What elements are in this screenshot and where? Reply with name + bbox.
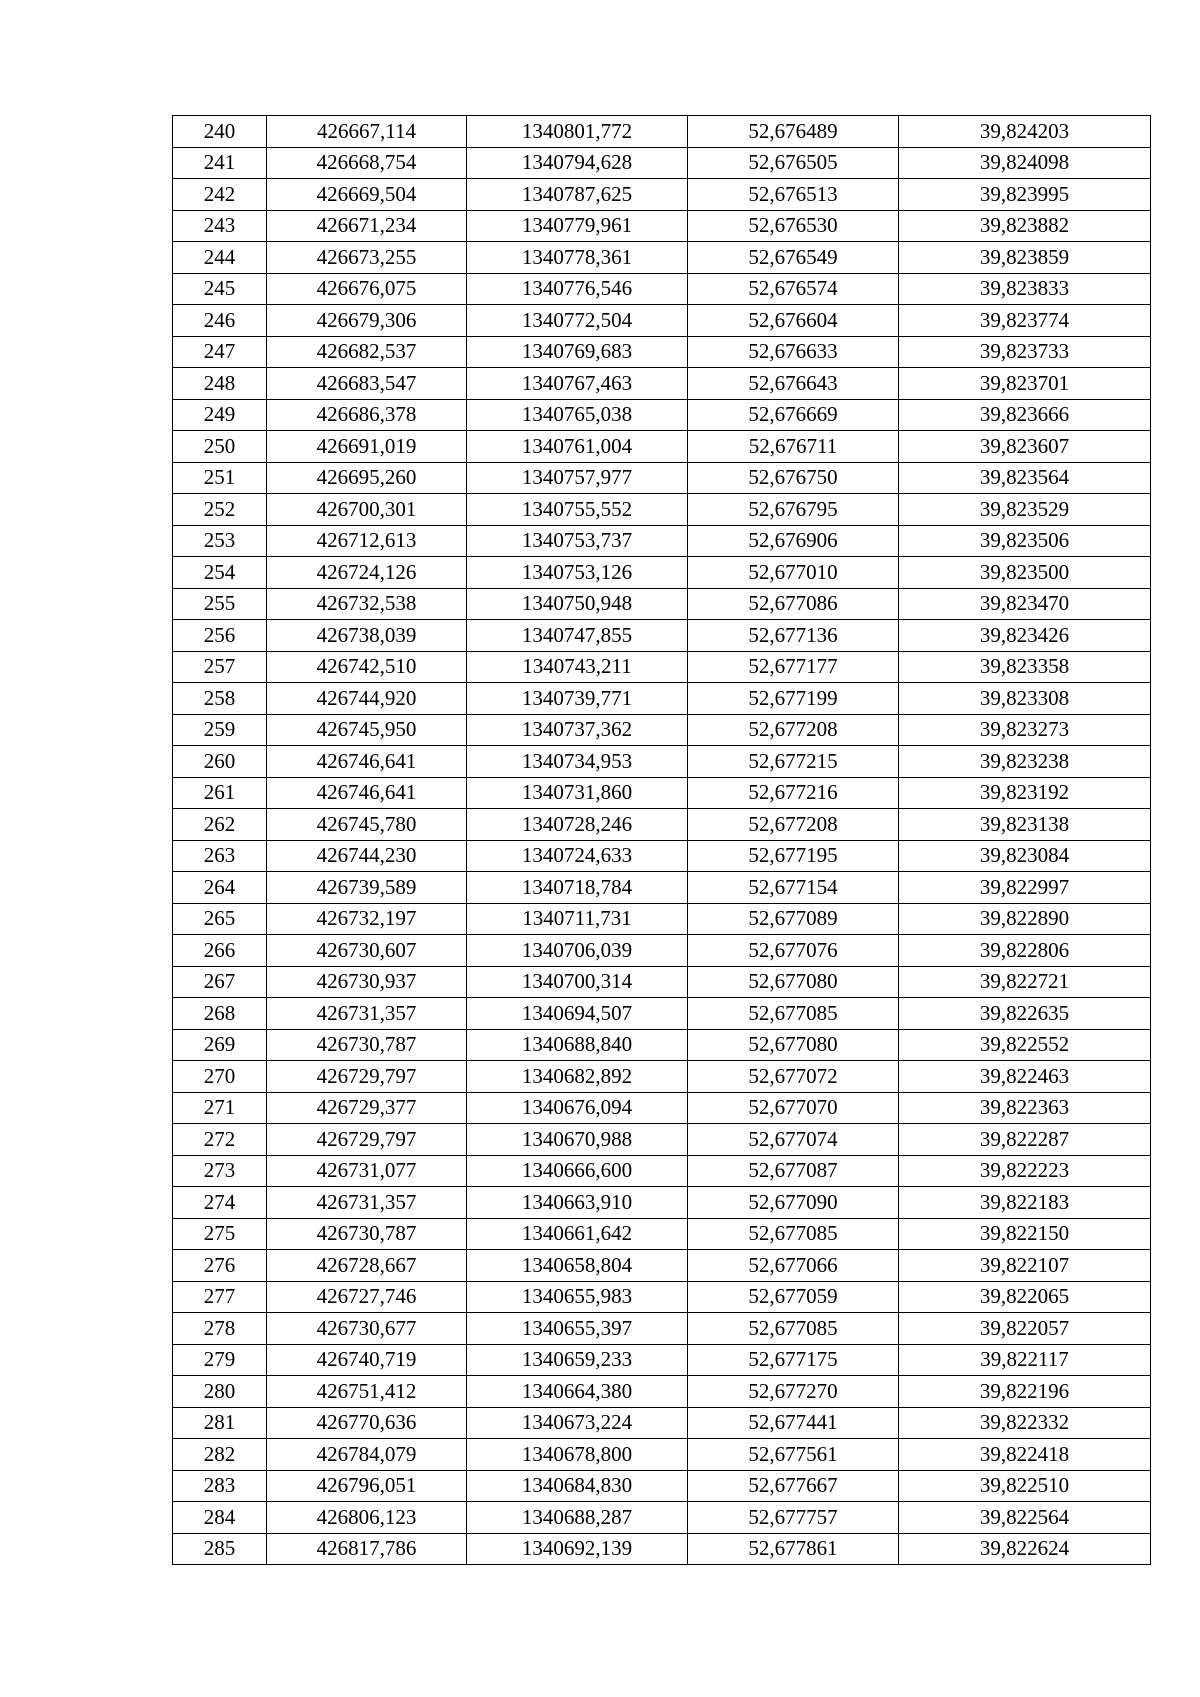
table-row xyxy=(173,368,1151,400)
longitude-cell: 39,822107 xyxy=(899,1250,1151,1282)
y-coordinate-cell: 1340659,233 xyxy=(467,1344,688,1376)
y-coordinate-cell: 1340682,892 xyxy=(467,1061,688,1093)
table-row xyxy=(173,1344,1151,1376)
longitude-cell: 39,823733 xyxy=(899,336,1151,368)
x-coordinate-cell: 426712,613 xyxy=(267,525,467,557)
point-number-cell: 270 xyxy=(173,1061,267,1093)
x-coordinate-cell: 426673,255 xyxy=(267,242,467,274)
latitude-cell: 52,676711 xyxy=(688,431,899,463)
point-number-cell: 246 xyxy=(173,305,267,337)
longitude-cell: 39,823995 xyxy=(899,179,1151,211)
longitude-cell: 39,822635 xyxy=(899,998,1151,1030)
x-coordinate-cell: 426770,636 xyxy=(267,1407,467,1439)
table-row xyxy=(173,494,1151,526)
point-number-cell: 257 xyxy=(173,651,267,683)
y-coordinate-cell: 1340670,988 xyxy=(467,1124,688,1156)
x-coordinate-cell: 426668,754 xyxy=(267,147,467,179)
x-coordinate-cell: 426751,412 xyxy=(267,1376,467,1408)
y-coordinate-cell: 1340711,731 xyxy=(467,903,688,935)
point-number-cell: 244 xyxy=(173,242,267,274)
x-coordinate-cell: 426676,075 xyxy=(267,273,467,305)
y-coordinate-cell: 1340739,771 xyxy=(467,683,688,715)
x-coordinate-cell: 426784,079 xyxy=(267,1439,467,1471)
table-row xyxy=(173,431,1151,463)
table-row xyxy=(173,462,1151,494)
longitude-cell: 39,823666 xyxy=(899,399,1151,431)
latitude-cell: 52,676489 xyxy=(688,116,899,148)
y-coordinate-cell: 1340737,362 xyxy=(467,714,688,746)
longitude-cell: 39,823564 xyxy=(899,462,1151,494)
point-number-cell: 279 xyxy=(173,1344,267,1376)
point-number-cell: 267 xyxy=(173,966,267,998)
x-coordinate-cell: 426729,797 xyxy=(267,1061,467,1093)
y-coordinate-cell: 1340731,860 xyxy=(467,777,688,809)
longitude-cell: 39,822117 xyxy=(899,1344,1151,1376)
y-coordinate-cell: 1340753,737 xyxy=(467,525,688,557)
table-row xyxy=(173,116,1151,148)
point-number-cell: 243 xyxy=(173,210,267,242)
x-coordinate-cell: 426730,937 xyxy=(267,966,467,998)
x-coordinate-cell: 426724,126 xyxy=(267,557,467,589)
y-coordinate-cell: 1340778,361 xyxy=(467,242,688,274)
x-coordinate-cell: 426671,234 xyxy=(267,210,467,242)
longitude-cell: 39,823192 xyxy=(899,777,1151,809)
point-number-cell: 250 xyxy=(173,431,267,463)
x-coordinate-cell: 426683,547 xyxy=(267,368,467,400)
latitude-cell: 52,677208 xyxy=(688,809,899,841)
y-coordinate-cell: 1340750,948 xyxy=(467,588,688,620)
longitude-cell: 39,823506 xyxy=(899,525,1151,557)
table-row xyxy=(173,1313,1151,1345)
y-coordinate-cell: 1340694,507 xyxy=(467,998,688,1030)
y-coordinate-cell: 1340663,910 xyxy=(467,1187,688,1219)
table-row xyxy=(173,399,1151,431)
x-coordinate-cell: 426730,787 xyxy=(267,1029,467,1061)
latitude-cell: 52,677086 xyxy=(688,588,899,620)
longitude-cell: 39,823358 xyxy=(899,651,1151,683)
x-coordinate-cell: 426740,719 xyxy=(267,1344,467,1376)
point-number-cell: 247 xyxy=(173,336,267,368)
x-coordinate-cell: 426746,641 xyxy=(267,777,467,809)
point-number-cell: 273 xyxy=(173,1155,267,1187)
y-coordinate-cell: 1340692,139 xyxy=(467,1533,688,1565)
table-row xyxy=(173,179,1151,211)
table-row xyxy=(173,714,1151,746)
table-row xyxy=(173,935,1151,967)
longitude-cell: 39,822183 xyxy=(899,1187,1151,1219)
x-coordinate-cell: 426806,123 xyxy=(267,1502,467,1534)
y-coordinate-cell: 1340666,600 xyxy=(467,1155,688,1187)
table-row xyxy=(173,809,1151,841)
latitude-cell: 52,676906 xyxy=(688,525,899,557)
point-number-cell: 274 xyxy=(173,1187,267,1219)
latitude-cell: 52,676513 xyxy=(688,179,899,211)
table-row xyxy=(173,1218,1151,1250)
point-number-cell: 268 xyxy=(173,998,267,1030)
latitude-cell: 52,677080 xyxy=(688,1029,899,1061)
y-coordinate-cell: 1340655,397 xyxy=(467,1313,688,1345)
point-number-cell: 252 xyxy=(173,494,267,526)
latitude-cell: 52,676795 xyxy=(688,494,899,526)
latitude-cell: 52,677085 xyxy=(688,1218,899,1250)
x-coordinate-cell: 426729,797 xyxy=(267,1124,467,1156)
x-coordinate-cell: 426796,051 xyxy=(267,1470,467,1502)
y-coordinate-cell: 1340724,633 xyxy=(467,840,688,872)
latitude-cell: 52,677059 xyxy=(688,1281,899,1313)
coordinates-table-body xyxy=(173,116,1151,1565)
point-number-cell: 277 xyxy=(173,1281,267,1313)
y-coordinate-cell: 1340684,830 xyxy=(467,1470,688,1502)
x-coordinate-cell: 426695,260 xyxy=(267,462,467,494)
table-row xyxy=(173,525,1151,557)
y-coordinate-cell: 1340661,642 xyxy=(467,1218,688,1250)
y-coordinate-cell: 1340734,953 xyxy=(467,746,688,778)
x-coordinate-cell: 426691,019 xyxy=(267,431,467,463)
point-number-cell: 262 xyxy=(173,809,267,841)
point-number-cell: 248 xyxy=(173,368,267,400)
x-coordinate-cell: 426730,607 xyxy=(267,935,467,967)
point-number-cell: 261 xyxy=(173,777,267,809)
latitude-cell: 52,677074 xyxy=(688,1124,899,1156)
x-coordinate-cell: 426742,510 xyxy=(267,651,467,683)
longitude-cell: 39,822997 xyxy=(899,872,1151,904)
latitude-cell: 52,677441 xyxy=(688,1407,899,1439)
point-number-cell: 275 xyxy=(173,1218,267,1250)
y-coordinate-cell: 1340688,287 xyxy=(467,1502,688,1534)
table-row xyxy=(173,1502,1151,1534)
x-coordinate-cell: 426738,039 xyxy=(267,620,467,652)
point-number-cell: 278 xyxy=(173,1313,267,1345)
latitude-cell: 52,677177 xyxy=(688,651,899,683)
latitude-cell: 52,676643 xyxy=(688,368,899,400)
latitude-cell: 52,677072 xyxy=(688,1061,899,1093)
latitude-cell: 52,677080 xyxy=(688,966,899,998)
longitude-cell: 39,822624 xyxy=(899,1533,1151,1565)
table-row xyxy=(173,588,1151,620)
longitude-cell: 39,823859 xyxy=(899,242,1151,274)
longitude-cell: 39,822150 xyxy=(899,1218,1151,1250)
y-coordinate-cell: 1340700,314 xyxy=(467,966,688,998)
latitude-cell: 52,676604 xyxy=(688,305,899,337)
point-number-cell: 256 xyxy=(173,620,267,652)
point-number-cell: 276 xyxy=(173,1250,267,1282)
longitude-cell: 39,823238 xyxy=(899,746,1151,778)
latitude-cell: 52,676669 xyxy=(688,399,899,431)
table-row xyxy=(173,903,1151,935)
latitude-cell: 52,676633 xyxy=(688,336,899,368)
y-coordinate-cell: 1340761,004 xyxy=(467,431,688,463)
y-coordinate-cell: 1340767,463 xyxy=(467,368,688,400)
y-coordinate-cell: 1340743,211 xyxy=(467,651,688,683)
latitude-cell: 52,677861 xyxy=(688,1533,899,1565)
point-number-cell: 264 xyxy=(173,872,267,904)
point-number-cell: 263 xyxy=(173,840,267,872)
point-number-cell: 266 xyxy=(173,935,267,967)
x-coordinate-cell: 426732,197 xyxy=(267,903,467,935)
latitude-cell: 52,677089 xyxy=(688,903,899,935)
point-number-cell: 272 xyxy=(173,1124,267,1156)
y-coordinate-cell: 1340673,224 xyxy=(467,1407,688,1439)
longitude-cell: 39,822721 xyxy=(899,966,1151,998)
y-coordinate-cell: 1340658,804 xyxy=(467,1250,688,1282)
x-coordinate-cell: 426817,786 xyxy=(267,1533,467,1565)
x-coordinate-cell: 426744,920 xyxy=(267,683,467,715)
latitude-cell: 52,677085 xyxy=(688,1313,899,1345)
table-row xyxy=(173,966,1151,998)
table-row xyxy=(173,147,1151,179)
point-number-cell: 259 xyxy=(173,714,267,746)
point-number-cell: 281 xyxy=(173,1407,267,1439)
table-row xyxy=(173,273,1151,305)
latitude-cell: 52,677270 xyxy=(688,1376,899,1408)
longitude-cell: 39,823084 xyxy=(899,840,1151,872)
longitude-cell: 39,822065 xyxy=(899,1281,1151,1313)
longitude-cell: 39,823500 xyxy=(899,557,1151,589)
latitude-cell: 52,677066 xyxy=(688,1250,899,1282)
point-number-cell: 269 xyxy=(173,1029,267,1061)
point-number-cell: 283 xyxy=(173,1470,267,1502)
longitude-cell: 39,824203 xyxy=(899,116,1151,148)
longitude-cell: 39,823882 xyxy=(899,210,1151,242)
latitude-cell: 52,677085 xyxy=(688,998,899,1030)
y-coordinate-cell: 1340728,246 xyxy=(467,809,688,841)
y-coordinate-cell: 1340718,784 xyxy=(467,872,688,904)
x-coordinate-cell: 426731,357 xyxy=(267,998,467,1030)
y-coordinate-cell: 1340755,552 xyxy=(467,494,688,526)
y-coordinate-cell: 1340655,983 xyxy=(467,1281,688,1313)
table-row xyxy=(173,777,1151,809)
table-row xyxy=(173,1092,1151,1124)
x-coordinate-cell: 426686,378 xyxy=(267,399,467,431)
longitude-cell: 39,822363 xyxy=(899,1092,1151,1124)
x-coordinate-cell: 426682,537 xyxy=(267,336,467,368)
x-coordinate-cell: 426667,114 xyxy=(267,116,467,148)
y-coordinate-cell: 1340765,038 xyxy=(467,399,688,431)
y-coordinate-cell: 1340676,094 xyxy=(467,1092,688,1124)
x-coordinate-cell: 426700,301 xyxy=(267,494,467,526)
latitude-cell: 52,677215 xyxy=(688,746,899,778)
longitude-cell: 39,822332 xyxy=(899,1407,1151,1439)
latitude-cell: 52,677070 xyxy=(688,1092,899,1124)
point-number-cell: 241 xyxy=(173,147,267,179)
point-number-cell: 253 xyxy=(173,525,267,557)
x-coordinate-cell: 426679,306 xyxy=(267,305,467,337)
x-coordinate-cell: 426727,746 xyxy=(267,1281,467,1313)
coordinates-table xyxy=(172,115,1151,1565)
latitude-cell: 52,677216 xyxy=(688,777,899,809)
point-number-cell: 284 xyxy=(173,1502,267,1534)
x-coordinate-cell: 426729,377 xyxy=(267,1092,467,1124)
table-row xyxy=(173,305,1151,337)
x-coordinate-cell: 426730,677 xyxy=(267,1313,467,1345)
latitude-cell: 52,677757 xyxy=(688,1502,899,1534)
y-coordinate-cell: 1340706,039 xyxy=(467,935,688,967)
y-coordinate-cell: 1340664,380 xyxy=(467,1376,688,1408)
table-row xyxy=(173,1470,1151,1502)
table-row xyxy=(173,1029,1151,1061)
point-number-cell: 249 xyxy=(173,399,267,431)
table-row xyxy=(173,1250,1151,1282)
latitude-cell: 52,677090 xyxy=(688,1187,899,1219)
table-row xyxy=(173,651,1151,683)
latitude-cell: 52,676505 xyxy=(688,147,899,179)
latitude-cell: 52,676750 xyxy=(688,462,899,494)
table-row xyxy=(173,840,1151,872)
table-row xyxy=(173,336,1151,368)
x-coordinate-cell: 426744,230 xyxy=(267,840,467,872)
longitude-cell: 39,823607 xyxy=(899,431,1151,463)
longitude-cell: 39,823833 xyxy=(899,273,1151,305)
latitude-cell: 52,676549 xyxy=(688,242,899,274)
latitude-cell: 52,677087 xyxy=(688,1155,899,1187)
y-coordinate-cell: 1340801,772 xyxy=(467,116,688,148)
y-coordinate-cell: 1340772,504 xyxy=(467,305,688,337)
x-coordinate-cell: 426746,641 xyxy=(267,746,467,778)
point-number-cell: 260 xyxy=(173,746,267,778)
longitude-cell: 39,822418 xyxy=(899,1439,1151,1471)
longitude-cell: 39,823529 xyxy=(899,494,1151,526)
point-number-cell: 240 xyxy=(173,116,267,148)
longitude-cell: 39,822552 xyxy=(899,1029,1151,1061)
longitude-cell: 39,822196 xyxy=(899,1376,1151,1408)
y-coordinate-cell: 1340753,126 xyxy=(467,557,688,589)
table-row xyxy=(173,557,1151,589)
table-row xyxy=(173,872,1151,904)
point-number-cell: 242 xyxy=(173,179,267,211)
longitude-cell: 39,823701 xyxy=(899,368,1151,400)
latitude-cell: 52,677208 xyxy=(688,714,899,746)
table-row xyxy=(173,746,1151,778)
x-coordinate-cell: 426731,357 xyxy=(267,1187,467,1219)
longitude-cell: 39,823308 xyxy=(899,683,1151,715)
x-coordinate-cell: 426745,950 xyxy=(267,714,467,746)
point-number-cell: 280 xyxy=(173,1376,267,1408)
table-row xyxy=(173,1376,1151,1408)
longitude-cell: 39,823470 xyxy=(899,588,1151,620)
longitude-cell: 39,822564 xyxy=(899,1502,1151,1534)
latitude-cell: 52,677561 xyxy=(688,1439,899,1471)
table-row xyxy=(173,1155,1151,1187)
table-row xyxy=(173,1439,1151,1471)
point-number-cell: 258 xyxy=(173,683,267,715)
table-row xyxy=(173,1407,1151,1439)
y-coordinate-cell: 1340678,800 xyxy=(467,1439,688,1471)
table-row xyxy=(173,1124,1151,1156)
longitude-cell: 39,823774 xyxy=(899,305,1151,337)
longitude-cell: 39,823273 xyxy=(899,714,1151,746)
y-coordinate-cell: 1340757,977 xyxy=(467,462,688,494)
x-coordinate-cell: 426669,504 xyxy=(267,179,467,211)
table-row xyxy=(173,242,1151,274)
table-row xyxy=(173,210,1151,242)
point-number-cell: 245 xyxy=(173,273,267,305)
table-row xyxy=(173,620,1151,652)
point-number-cell: 271 xyxy=(173,1092,267,1124)
x-coordinate-cell: 426745,780 xyxy=(267,809,467,841)
point-number-cell: 282 xyxy=(173,1439,267,1471)
longitude-cell: 39,823426 xyxy=(899,620,1151,652)
longitude-cell: 39,824098 xyxy=(899,147,1151,179)
y-coordinate-cell: 1340688,840 xyxy=(467,1029,688,1061)
longitude-cell: 39,822463 xyxy=(899,1061,1151,1093)
x-coordinate-cell: 426731,077 xyxy=(267,1155,467,1187)
longitude-cell: 39,822890 xyxy=(899,903,1151,935)
latitude-cell: 52,676530 xyxy=(688,210,899,242)
x-coordinate-cell: 426732,538 xyxy=(267,588,467,620)
latitude-cell: 52,677010 xyxy=(688,557,899,589)
point-number-cell: 265 xyxy=(173,903,267,935)
x-coordinate-cell: 426739,589 xyxy=(267,872,467,904)
latitude-cell: 52,677195 xyxy=(688,840,899,872)
table-row xyxy=(173,1281,1151,1313)
latitude-cell: 52,677175 xyxy=(688,1344,899,1376)
latitude-cell: 52,677076 xyxy=(688,935,899,967)
latitude-cell: 52,677136 xyxy=(688,620,899,652)
longitude-cell: 39,822510 xyxy=(899,1470,1151,1502)
x-coordinate-cell: 426730,787 xyxy=(267,1218,467,1250)
table-row xyxy=(173,998,1151,1030)
longitude-cell: 39,822287 xyxy=(899,1124,1151,1156)
longitude-cell: 39,822057 xyxy=(899,1313,1151,1345)
table-row xyxy=(173,1187,1151,1219)
latitude-cell: 52,677154 xyxy=(688,872,899,904)
y-coordinate-cell: 1340776,546 xyxy=(467,273,688,305)
longitude-cell: 39,822223 xyxy=(899,1155,1151,1187)
latitude-cell: 52,677199 xyxy=(688,683,899,715)
y-coordinate-cell: 1340769,683 xyxy=(467,336,688,368)
longitude-cell: 39,823138 xyxy=(899,809,1151,841)
y-coordinate-cell: 1340787,625 xyxy=(467,179,688,211)
point-number-cell: 254 xyxy=(173,557,267,589)
table-row xyxy=(173,1061,1151,1093)
y-coordinate-cell: 1340794,628 xyxy=(467,147,688,179)
latitude-cell: 52,676574 xyxy=(688,273,899,305)
point-number-cell: 251 xyxy=(173,462,267,494)
table-row xyxy=(173,683,1151,715)
y-coordinate-cell: 1340779,961 xyxy=(467,210,688,242)
y-coordinate-cell: 1340747,855 xyxy=(467,620,688,652)
point-number-cell: 285 xyxy=(173,1533,267,1565)
table-row xyxy=(173,1533,1151,1565)
latitude-cell: 52,677667 xyxy=(688,1470,899,1502)
longitude-cell: 39,822806 xyxy=(899,935,1151,967)
x-coordinate-cell: 426728,667 xyxy=(267,1250,467,1282)
point-number-cell: 255 xyxy=(173,588,267,620)
